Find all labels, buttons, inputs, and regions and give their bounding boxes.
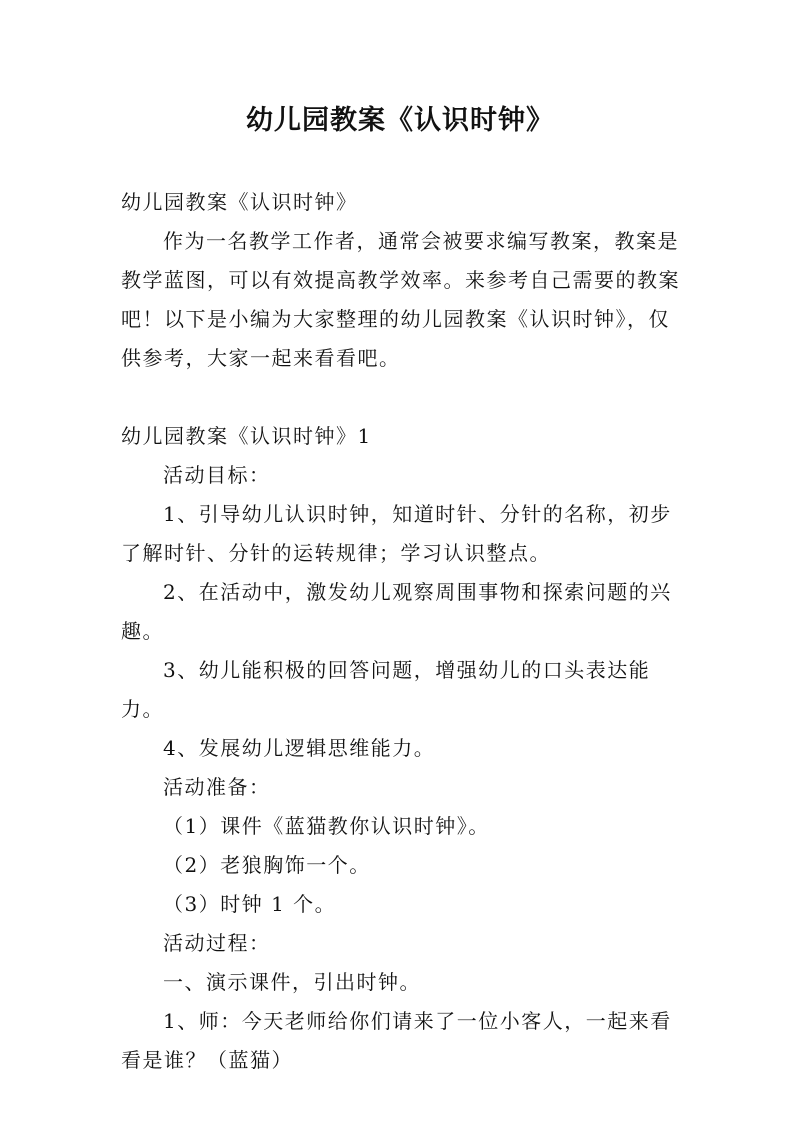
goal-item-1: 1、引导幼儿认识时钟，知道时针、分针的名称，初步了解时针、分针的运转规律；学习认识整点。 xyxy=(121,502,672,565)
prep-heading: 活动准备： xyxy=(163,775,271,799)
document-title: 幼儿园教案《认识时钟》 xyxy=(246,105,554,136)
prep-item-1: （1）课件《蓝猫教你认识时钟》。 xyxy=(163,814,490,838)
intro-paragraph: 作为一名教学工作者，通常会被要求编写教案，教案是教学蓝图，可以有效提高教学效率。来参考自己需要的教案吧！以下是小编为大家整理的幼儿园教案《认识时钟》，仅供参考，大家一起来看看吧。 xyxy=(121,229,680,370)
prep-item-3: （3）时钟 1 个。 xyxy=(163,892,337,916)
goal-item-2: 2、在活动中，激发幼儿观察周围事物和探索问题的兴趣。 xyxy=(121,580,672,643)
process-heading: 活动过程： xyxy=(163,931,271,955)
goal-item-3: 3、幼儿能积极的回答问题，增强幼儿的口头表达能力。 xyxy=(121,658,651,721)
document-body xyxy=(121,183,691,1080)
process-step-1-1: 1、师：今天老师给你们请来了一位小客人，一起来看看是谁？（蓝猫） xyxy=(121,1009,672,1072)
goals-heading: 活动目标： xyxy=(163,463,271,487)
section-heading: 幼儿园教案《认识时钟》1 xyxy=(121,424,372,448)
subtitle: 幼儿园教案《认识时钟》 xyxy=(121,190,358,214)
prep-item-2: （2）老狼胸饰一个。 xyxy=(163,853,371,877)
process-step-1: 一、演示课件，引出时钟。 xyxy=(163,970,421,994)
goal-item-4: 4、发展幼儿逻辑思维能力。 xyxy=(163,736,436,760)
spacer xyxy=(121,378,691,417)
